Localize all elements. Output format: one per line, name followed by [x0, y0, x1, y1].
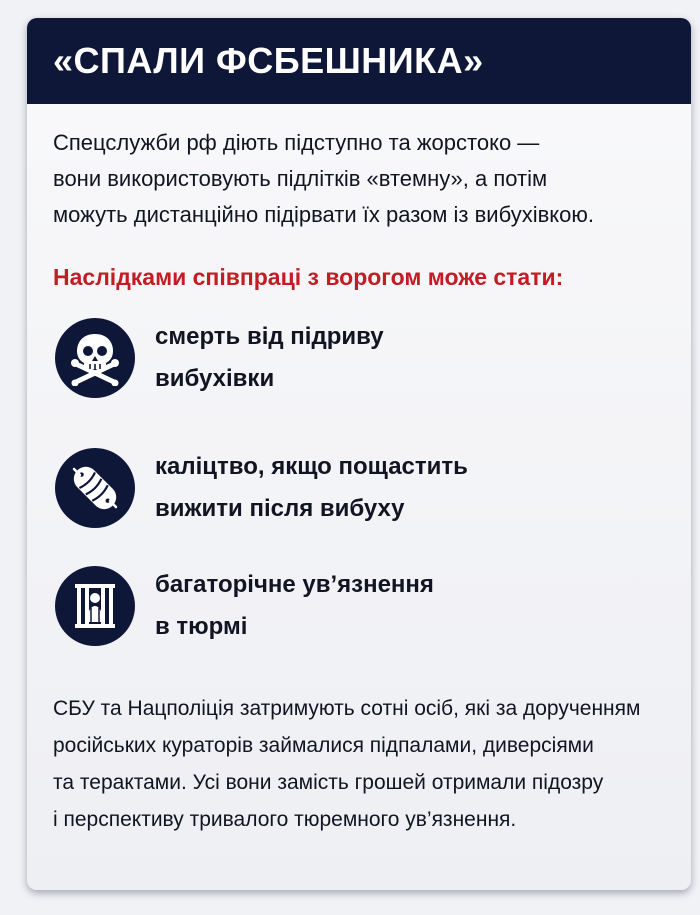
consequence-line: багаторічне ув’язнення — [155, 571, 434, 598]
intro-line: Спецслужби рф діють підступно та жорстоко — — [53, 130, 540, 155]
consequence-item-injury — [55, 446, 555, 530]
consequence-line: каліцтво, якщо пощастить — [155, 453, 468, 480]
consequence-text — [155, 316, 555, 400]
consequence-line: смерть від підриву — [155, 323, 384, 350]
consequence-line: вижити після вибуху — [155, 495, 405, 522]
consequence-text — [155, 564, 555, 648]
prison-bars-icon — [55, 566, 135, 646]
info-card — [27, 18, 691, 890]
title-banner — [27, 18, 691, 104]
consequence-item-death — [55, 316, 555, 400]
outro-line: та терактами. Усі вони замість грошей отримали підозру — [53, 771, 604, 794]
outro-paragraph — [53, 690, 683, 838]
outro-line: російських кураторів займалися підпалами, диверсіями — [53, 734, 594, 757]
consequences-heading: Наслідками співпраці з ворогом може стати: — [53, 264, 564, 290]
skull-crossbones-icon — [55, 318, 135, 398]
consequence-text — [155, 446, 555, 530]
consequence-line: в тюрмі — [155, 613, 248, 640]
outro-line: і перспективу тривалого тюремного ув’язнення. — [53, 808, 517, 831]
consequence-item-prison — [55, 564, 555, 648]
page-title: «СПАЛИ ФСБЕШНИКА» — [53, 40, 484, 81]
consequence-line: вибухівки — [155, 365, 275, 392]
outro-line: СБУ та Нацполіція затримують сотні осіб, які за дорученням — [53, 697, 641, 720]
bandaged-limb-icon — [55, 448, 135, 528]
intro-paragraph — [53, 125, 673, 233]
intro-line: вони використовують підлітків «втемну», а потім — [53, 166, 548, 191]
intro-line: можуть дистанційно підірвати їх разом із вибухівкою. — [53, 202, 595, 227]
